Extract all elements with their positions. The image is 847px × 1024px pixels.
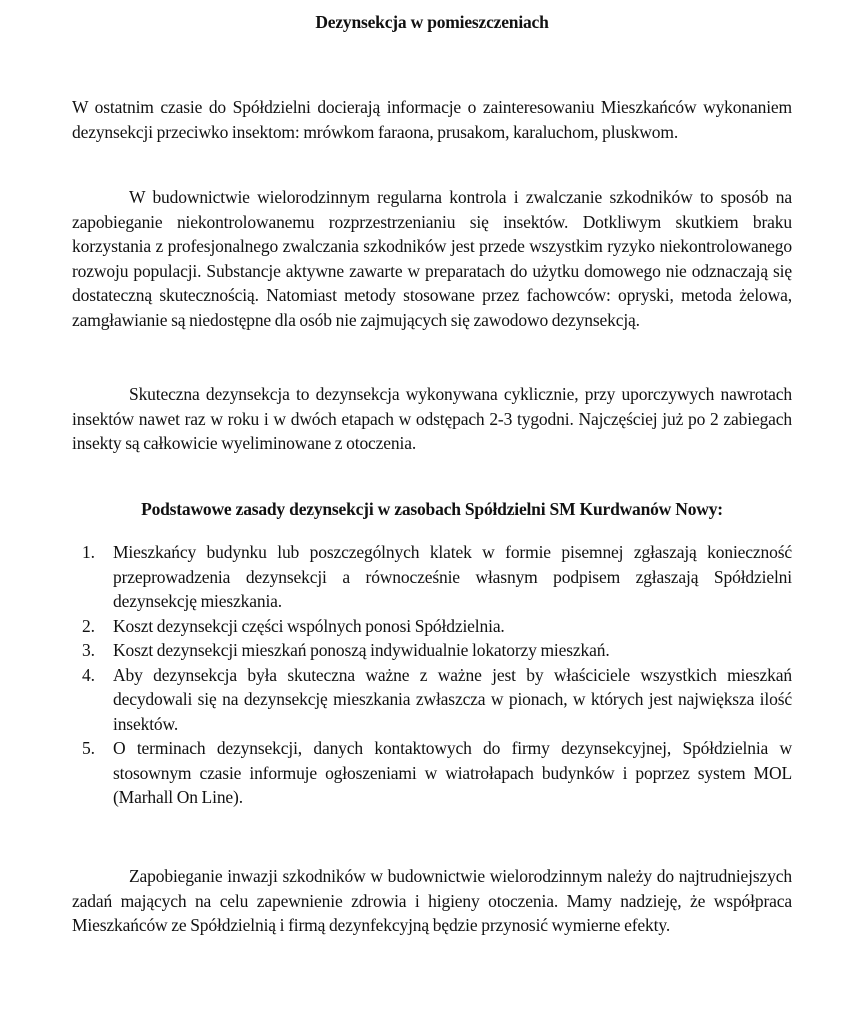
rules-list <box>72 540 792 810</box>
rule-item-1 <box>72 540 792 614</box>
rule-text: Koszt dezynsekcji mieszkań ponoszą indywidualnie lokatorzy mieszkań. <box>113 640 610 660</box>
rule-item-4 <box>72 663 792 737</box>
rule-number: 5. <box>82 738 95 758</box>
rule-text: Aby dezynsekcja była skuteczna ważne z ważne jest by właściciele wszystkich mieszkań decydowali się na dezynsekcję mieszkania zwłaszcza w pionach, w których jest największa ilość insektów. <box>113 664 792 734</box>
rules-heading: Podstawowe zasady dezynsekcji w zasobach Spółdzielni SM Kurdwanów Nowy: <box>141 499 723 519</box>
rule-text: Koszt dezynsekcji części wspólnych ponosi Spółdzielnia. <box>113 615 505 636</box>
intro-paragraph: W ostatnim czasie do Spółdzielni docierają informacje o zainteresowaniu Mieszkańców wykonaniem dezynsekcji przeciwko insektom: mrówkom faraona, prusakom, karaluchom, pluskwom. <box>72 97 792 142</box>
rule-number: 3. <box>82 640 95 660</box>
paragraph-prevention: W budownictwie wielorodzinnym regularna kontrola i zwalczanie szkodników to sposób na zapobieganie niekontrolowanemu rozprzestrzenianiu się insektów. Dotkliwym skutkiem braku korzystania z profesjonalnego zwalczania szkodników jest przede wszystkim ryzyko niekontrolowanego rozwoju populacji. Substancje aktywne zawarte w preparatach do użytku domowego nie odznaczają się dostateczną skutecznością. Natomiast metody stosowane przez fachowców: opryski, metoda żelowa, zamgławianie są niedostępne dla osób nie zajmujących się zawodowo dezynsekcją. <box>72 187 792 330</box>
document-title: Dezynsekcja w pomieszczeniach <box>315 12 549 32</box>
rule-number: 4. <box>82 664 95 685</box>
rule-item-2 <box>72 614 792 639</box>
closing-paragraph: Zapobieganie inwazji szkodników w budownictwie wielorodzinnym należy do najtrudniejszych zadań mających na celu zapewnienie zdrowia i higieny otoczenia. Mamy nadzieję, że współpraca Mieszkańców ze Spółdzielnią i firmą dezynfekcyjną będzie przynosić wymierne efekty. <box>72 866 792 935</box>
rule-text: O terminach dezynsekcji, danych kontaktowych do firmy dezynsekcyjnej, Spółdzielnia w stosownym czasie informuje ogłoszeniami w wiatrołapach budynków i poprzez system MOL (Marhall On Line). <box>113 738 792 807</box>
rule-item-3 <box>72 638 792 663</box>
rule-item-5 <box>72 736 792 810</box>
rule-number: 2. <box>82 615 95 636</box>
rule-number: 1. <box>82 542 95 562</box>
paragraph-effective-disinsection: Skuteczna dezynsekcja to dezynsekcja wykonywana cyklicznie, przy uporczywych nawrotach insektów nawet raz w roku i w dwóch etapach w odstępach 2-3 tygodni. Najczęściej już po 2 zabiegach insekty są całkowicie wyeliminowane z otoczenia. <box>72 384 792 453</box>
rule-text: Mieszkańcy budynku lub poszczególnych klatek w formie pisemnej zgłaszają konieczność przeprowadzenia dezynsekcji a równocześnie własnym podpisem zgłaszają Spółdzielni dezynsekcję mieszkania. <box>113 542 792 611</box>
